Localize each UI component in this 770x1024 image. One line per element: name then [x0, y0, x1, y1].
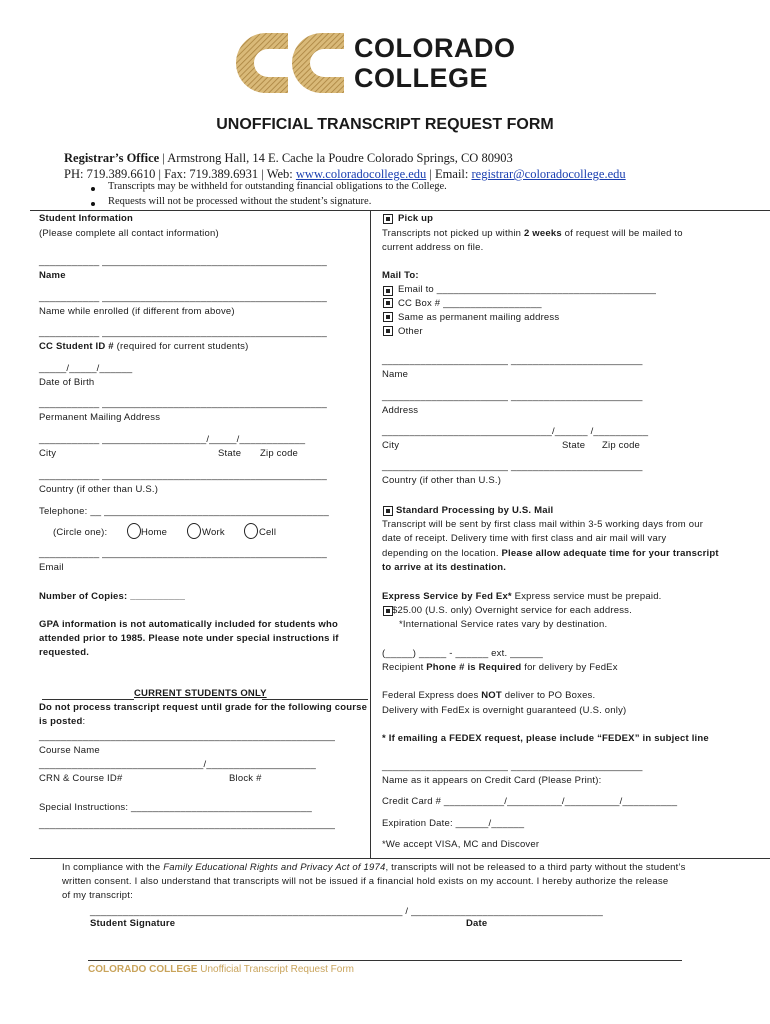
gpa-note-line-2: attended prior to 1985. Please note under special instructions if — [39, 633, 339, 644]
gpa-note-line-1: GPA information is not automatically included for students who — [39, 619, 339, 630]
pickup-text-line-1 — [382, 228, 683, 239]
dob-field[interactable]: _____/_____/______ — [39, 363, 133, 374]
cell-option-label: Cell — [259, 527, 277, 538]
phone-fax-text: PH: 719.389.6610 | Fax: 719.389.6931 | Web: — [64, 167, 296, 181]
home-option-circle-icon[interactable] — [127, 523, 141, 539]
overnight-note: Delivery with FedEx is overnight guaranteed (U.S. only) — [382, 705, 627, 716]
standard-text-line-1: Transcript will be sent by first class mail within 3-5 working days from our — [382, 519, 704, 530]
current-heading-rule-right — [262, 699, 368, 700]
fedex-international-note: *International Service rates vary by destination. — [399, 619, 608, 630]
country-field[interactable]: ___________ _________________________________________ — [39, 470, 327, 481]
logo-line-2: COLLEGE — [354, 63, 489, 93]
no-po-post: deliver to PO Boxes. — [501, 690, 596, 701]
fedex-heading-line — [382, 591, 662, 602]
same-address-checkbox[interactable] — [383, 312, 393, 322]
pickup-text-a: Transcripts not picked up within — [382, 228, 524, 239]
expiration-date-field[interactable]: Expiration Date: ______/______ — [382, 818, 525, 829]
form-title: UNOFFICIAL TRANSCRIPT REQUEST FORM — [216, 116, 554, 133]
current-heading-rule-left — [42, 699, 134, 700]
cc-box-checkbox[interactable] — [383, 298, 393, 308]
ferpa-title: Family Educational Rights and Privacy Act of 1974 — [163, 862, 386, 873]
standard-text-line-2: date of receipt. Delivery time with first class and air mail will vary — [382, 533, 667, 544]
notice-bullet-1 — [91, 187, 95, 191]
current-note-line-1: Do not process transcript request until grade for the following course — [39, 702, 368, 713]
city-state-zip-field[interactable]: ___________ ___________________/_____/____________ — [39, 434, 306, 445]
course-name-label: Course Name — [39, 745, 100, 756]
notice-signature: Requests will not be processed without the student’s signature. — [108, 196, 372, 207]
student-id-label — [39, 341, 249, 352]
standard-text-line-4: to arrive at its destination. — [382, 562, 507, 573]
telephone-field[interactable]: Telephone: __ _________________________________________ — [39, 506, 329, 517]
standard-processing-heading: Standard Processing by U.S. Mail — [396, 505, 554, 516]
city-label: City — [39, 448, 57, 459]
card-name-field[interactable]: _______________________ ________________________ — [382, 761, 643, 772]
email-to-checkbox[interactable] — [383, 286, 393, 296]
consent-line-3: of my transcript: — [62, 890, 133, 901]
top-divider — [30, 210, 770, 211]
current-note-line-2-bold: is posted — [39, 716, 83, 727]
pickup-heading: Pick up — [398, 213, 434, 224]
crn-label: CRN & Course ID# — [39, 773, 123, 784]
mail-country-label: Country (if other than U.S.) — [382, 475, 502, 486]
standard-text-bold: Please allow adequate time for your transcript — [501, 548, 719, 559]
footer-brand: COLORADO COLLEGE — [88, 964, 198, 975]
registrar-contact-line — [64, 151, 513, 166]
cc-logo-mark-icon — [236, 29, 348, 97]
permanent-address-label: Permanent Mailing Address — [39, 412, 161, 423]
recipient-phone-note — [382, 662, 618, 673]
website-link[interactable]: www.coloradocollege.edu — [295, 167, 427, 181]
fedex-heading: Express Service by Fed Ex* — [382, 591, 512, 602]
accepted-cards-note: *We accept VISA, MC and Discover — [382, 839, 540, 850]
student-id-label-bold: CC Student ID # — [39, 341, 114, 352]
registrar-phone-line — [64, 167, 626, 182]
pickup-text-b: of request will be mailed to — [561, 228, 683, 239]
work-option-circle-icon[interactable] — [187, 523, 201, 539]
mail-address-field[interactable]: _______________________ ________________________ — [382, 391, 643, 402]
special-instructions-line-2[interactable]: ______________________________________________________ — [39, 819, 336, 830]
card-name-label: Name as it appears on Credit Card (Please Print): — [382, 775, 602, 786]
mail-name-label: Name — [382, 369, 409, 380]
student-id-label-rest: (required for current students) — [113, 341, 249, 352]
recipient-post: for delivery by FedEx — [521, 662, 618, 673]
fedex-prepaid-note: Express service must be prepaid. — [511, 591, 662, 602]
email-field[interactable]: ___________ _________________________________________ — [39, 548, 327, 559]
current-note-line-2 — [39, 716, 85, 727]
mail-city-label: City — [382, 440, 400, 451]
registrar-email-link[interactable]: registrar@coloradocollege.edu — [471, 167, 626, 181]
mail-to-heading: Mail To: — [382, 270, 419, 281]
consent-line-2: written consent. I also understand that transcripts will not be issued if a financial hold exists on my account. I hereby authorize the release — [62, 876, 669, 887]
crn-block-field[interactable]: ______________________________/____________________ — [39, 759, 317, 770]
consent-pre: In compliance with the — [62, 862, 164, 873]
block-label: Block # — [229, 773, 262, 784]
registrar-office-label: Registrar’s Office — [64, 151, 160, 165]
no-po-pre: Federal Express does — [382, 690, 482, 701]
recipient-bold: Phone # is Required — [426, 662, 522, 673]
cell-option-circle-icon[interactable] — [244, 523, 258, 539]
state-label: State — [218, 448, 242, 459]
zip-label: Zip code — [260, 448, 299, 459]
student-info-note: (Please complete all contact information) — [39, 228, 219, 239]
recipient-pre: Recipient — [382, 662, 427, 673]
footer-text — [88, 964, 354, 975]
bottom-divider — [30, 858, 770, 859]
other-option[interactable]: Other — [398, 326, 423, 337]
mail-country-field[interactable]: _______________________ ________________________ — [382, 461, 643, 472]
no-po-boxes-note — [382, 690, 595, 701]
signature-date-field[interactable]: _________________________________________________________ / ___________________________________ — [90, 906, 603, 917]
recipient-phone-field[interactable]: (_____) _____ - ______ ext. ______ — [382, 648, 544, 659]
notice-bullet-2 — [91, 202, 95, 206]
pickup-text-weeks: 2 weeks — [523, 228, 562, 239]
mail-address-label: Address — [382, 405, 419, 416]
enrolled-name-label: Name while enrolled (if different from above) — [39, 306, 235, 317]
fedex-email-note: * If emailing a FEDEX request, please include “FEDEX” in subject line — [382, 733, 709, 744]
email-label: Email — [39, 562, 64, 573]
dob-label: Date of Birth — [39, 377, 95, 388]
cc-box-option[interactable]: CC Box # __________________ — [398, 298, 542, 309]
student-info-heading: Student Information — [39, 213, 134, 224]
no-po-bold: NOT — [481, 690, 502, 701]
permanent-address-field[interactable]: ___________ _________________________________________ — [39, 398, 327, 409]
course-name-field[interactable]: ______________________________________________________ — [39, 731, 336, 742]
circle-one-label: (Circle one): — [53, 527, 108, 538]
current-students-heading: CURRENT STUDENTS ONLY — [134, 688, 267, 699]
special-instructions-field[interactable]: Special Instructions: _________________________________ — [39, 802, 313, 813]
mail-state-label: State — [562, 440, 586, 451]
email-to-option[interactable]: Email to ________________________________________ — [398, 284, 657, 295]
logo-line-1: COLORADO — [354, 33, 516, 63]
standard-text-c: depending on the location. — [382, 548, 502, 559]
mail-city-state-zip-field[interactable]: _______________________________/______ /__________ — [382, 426, 649, 437]
pickup-checkbox[interactable] — [383, 214, 393, 224]
other-checkbox[interactable] — [383, 326, 393, 336]
home-option-label: Home — [141, 527, 168, 538]
name-label: Name — [39, 270, 66, 281]
current-note-colon: : — [82, 716, 86, 727]
date-label: Date — [466, 918, 488, 929]
fedex-price: $25.00 (U.S. only) Overnight service for each address. — [392, 605, 632, 616]
standard-text-line-3 — [382, 548, 719, 559]
consent-post: , transcripts will not be released to a third party without the student’s — [385, 862, 686, 873]
work-option-label: Work — [202, 527, 225, 538]
email-label-text: | Email: — [426, 167, 472, 181]
student-id-field[interactable]: ___________ _________________________________________ — [39, 327, 327, 338]
credit-card-number-field[interactable]: Credit Card # ___________/__________/__________/__________ — [382, 796, 678, 807]
mail-zip-label: Zip code — [602, 440, 641, 451]
pickup-text-line-2: current address on file. — [382, 242, 484, 253]
student-signature-label: Student Signature — [90, 918, 176, 929]
country-label: Country (if other than U.S.) — [39, 484, 159, 495]
copies-field[interactable]: Number of Copies: __________ — [39, 591, 186, 602]
standard-processing-checkbox[interactable] — [383, 506, 393, 516]
registrar-address: | Armstrong Hall, 14 E. Cache la Poudre Colorado Springs, CO 80903 — [159, 151, 513, 165]
consent-line-1 — [62, 862, 686, 873]
gpa-note-line-3: requested. — [39, 647, 90, 658]
enrolled-name-field[interactable]: ___________ _________________________________________ — [39, 292, 327, 303]
footer-form-name: Unofficial Transcript Request Form — [197, 964, 354, 975]
notice-withheld: Transcripts may be withheld for outstanding financial obligations to the College. — [108, 181, 447, 192]
name-field[interactable]: ___________ _________________________________________ — [39, 256, 327, 267]
footer-rule — [88, 960, 682, 961]
column-divider — [370, 211, 371, 858]
mail-name-field[interactable]: _______________________ ________________________ — [382, 355, 643, 366]
same-address-option[interactable]: Same as permanent mailing address — [398, 312, 560, 323]
